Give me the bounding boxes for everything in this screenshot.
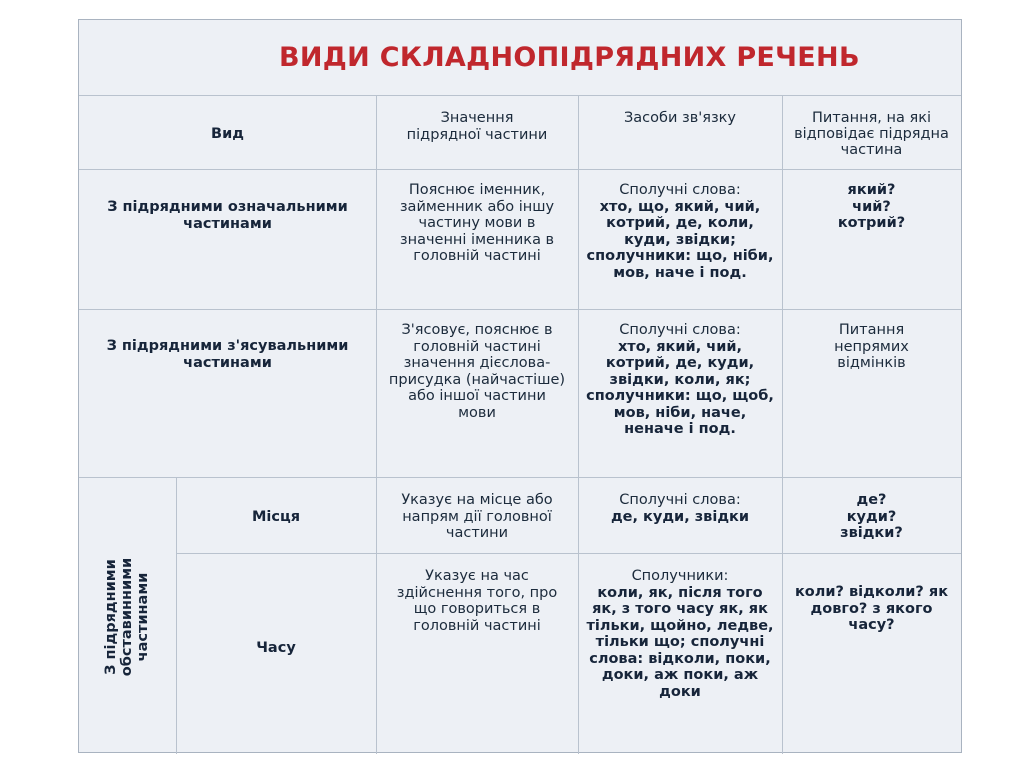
grid-line	[79, 477, 961, 478]
row1-vid: З підрядними означальними частинами	[107, 199, 348, 232]
page-title: ВИДИ СКЛАДНОПІДРЯДНИХ РЕЧЕНЬ	[279, 42, 860, 73]
row1-zasoby-label: Сполучні слова:	[619, 182, 741, 198]
header-vid: Вид	[211, 126, 244, 142]
row2-vid: З підрядними з'ясувальними частинами	[106, 338, 349, 371]
row2-pytannia: Питання непрямих відмінків	[834, 322, 909, 371]
row4-vid: Часу	[256, 640, 296, 656]
row4-zasoby-label: Сполучники:	[631, 568, 729, 584]
row3-vid: Місця	[251, 509, 301, 525]
row4-znachennia: Указує на час здійснення того, про що говориться в головній частині	[396, 568, 558, 634]
row1-pytannia: який? чий? котрий?	[837, 182, 906, 231]
group-label-cell	[79, 479, 176, 755]
header-pytannia: Питання, на які відповідає підрядна частина	[794, 110, 949, 158]
group-label: З підрядними обставинними частинами	[103, 557, 152, 677]
row2-zasoby-list: хто, який, чий, котрий, де, куди, звідки, коли, як; сполучники: що, щоб, мов, ніби, наче, неначе і под.	[586, 338, 774, 437]
row1-zasoby-list: хто, що, який, чий, котрий, де, коли, куди, звідки; сполучники: що, ніби, мов, наче і под.	[586, 198, 774, 281]
row4-pytannia: коли? відколи? як довго? з якого часу?	[794, 584, 949, 633]
row3-zasoby-list: де, куди, звідки	[610, 508, 750, 525]
row2-zasoby	[578, 322, 782, 438]
row3-zasoby	[578, 492, 782, 525]
table-frame	[78, 19, 962, 753]
row4-zasoby	[578, 568, 782, 700]
row3-znachennia: Указує на місце або напрям дії головної частини	[401, 492, 553, 541]
grid-line	[79, 309, 961, 310]
row2-znachennia: З'ясовує, пояснює в головній частині значення дієслова- присудка (найчастіше) або іншої частини мови	[388, 322, 566, 421]
grid-line	[176, 553, 961, 554]
row1-znachennia: Пояснює іменник, займенник або іншу частину мови в значенні іменника в головній частині	[399, 182, 555, 264]
row4-zasoby-list: коли, як, після того як, з того часу як, як тільки, щойно, ледве, тільки що; сполучні слова: відколи, поки, доки, аж поки, аж доки	[586, 584, 774, 700]
row3-pytannia: де? куди? звідки?	[840, 492, 903, 541]
row3-zasoby-label: Сполучні слова:	[619, 492, 741, 508]
row1-zasoby	[578, 182, 782, 281]
header-zasoby: Засоби зв'язку	[623, 110, 736, 126]
grid-line	[79, 169, 961, 170]
header-znachennia: Значення підрядної частини	[406, 110, 548, 143]
row2-zasoby-label: Сполучні слова:	[619, 322, 741, 338]
title-row	[79, 20, 961, 96]
